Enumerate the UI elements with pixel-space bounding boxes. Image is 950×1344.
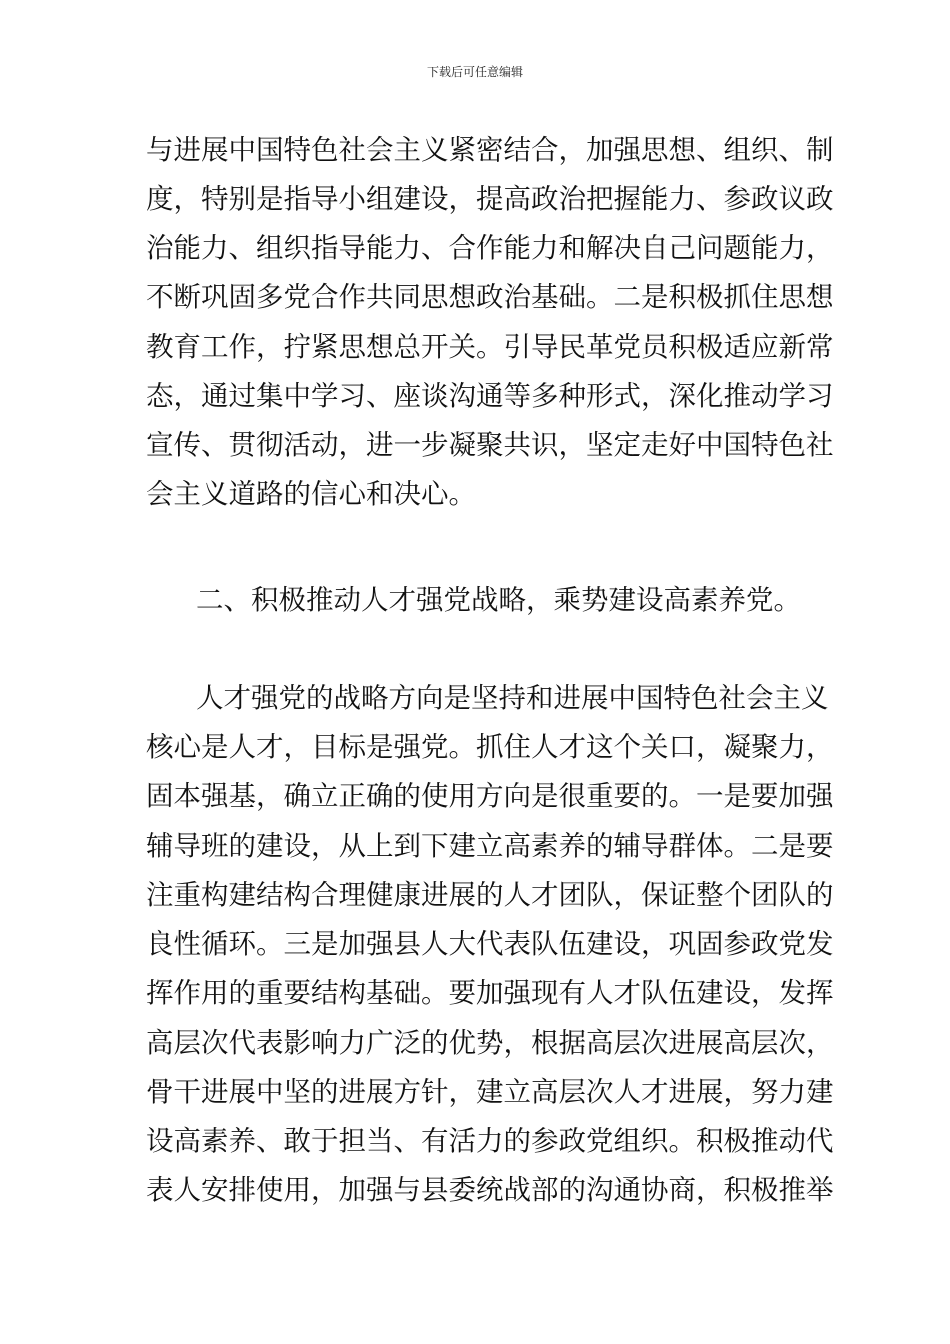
paragraph-1-line-6: 态，通过集中学习、座谈沟通等多种形式，深化推动学习 xyxy=(146,380,834,412)
paragraph-2-line-2: 核心是人才，目标是强党。抓住人才这个关口，凝聚力， xyxy=(146,731,834,763)
paragraph-1-line-2: 度，特别是指导小组建设，提高政治把握能力、参政议政 xyxy=(146,183,834,215)
paragraph-2-line-7: 挥作用的重要结构基础。要加强现有人才队伍建设，发挥 xyxy=(146,977,834,1009)
paragraph-1-line-4: 不断巩固多党合作共同思想政治基础。二是积极抓住思想 xyxy=(146,281,834,313)
page-header: 下载后可任意编辑 xyxy=(426,65,523,79)
paragraph-1-line-1: 与进展中国特色社会主义紧密结合，加强思想、组织、制 xyxy=(146,134,834,166)
paragraph-1-line-7: 宣传、贯彻活动，进一步凝聚共识，坚定走好中国特色社 xyxy=(146,429,834,461)
paragraph-2-line-6: 良性循环。三是加强县人大代表队伍建设，巩固参政党发 xyxy=(146,928,834,960)
paragraph-2-line-11: 表人安排使用，加强与县委统战部的沟通协商，积极推举 xyxy=(146,1174,834,1206)
paragraph-1-line-5: 教育工作，拧紧思想总开关。引导民革党员积极适应新常 xyxy=(146,331,834,363)
section-heading: 二、积极推动人才强党战略，乘势建设高素养党。 xyxy=(196,584,801,616)
paragraph-2-line-3: 固本强基，确立正确的使用方向是很重要的。一是要加强 xyxy=(146,780,834,812)
paragraph-1-line-3: 治能力、组织指导能力、合作能力和解决自己问题能力， xyxy=(146,232,834,264)
paragraph-2-line-9: 骨干进展中坚的进展方针，建立高层次人才进展，努力建 xyxy=(146,1076,834,1108)
paragraph-1-line-8: 会主义道路的信心和决心。 xyxy=(146,478,476,510)
paragraph-2-line-10: 设高素养、敢于担当、有活力的参政党组织。积极推动代 xyxy=(146,1125,834,1157)
paragraph-2-line-5: 注重构建结构合理健康进展的人才团队，保证整个团队的 xyxy=(146,879,834,911)
paragraph-2-line-8: 高层次代表影响力广泛的优势，根据高层次进展高层次， xyxy=(146,1027,834,1059)
paragraph-2-line-1: 人才强党的战略方向是坚持和进展中国特色社会主义 xyxy=(196,682,829,714)
paragraph-2-line-4: 辅导班的建设，从上到下建立高素养的辅导群体。二是要 xyxy=(146,830,834,862)
